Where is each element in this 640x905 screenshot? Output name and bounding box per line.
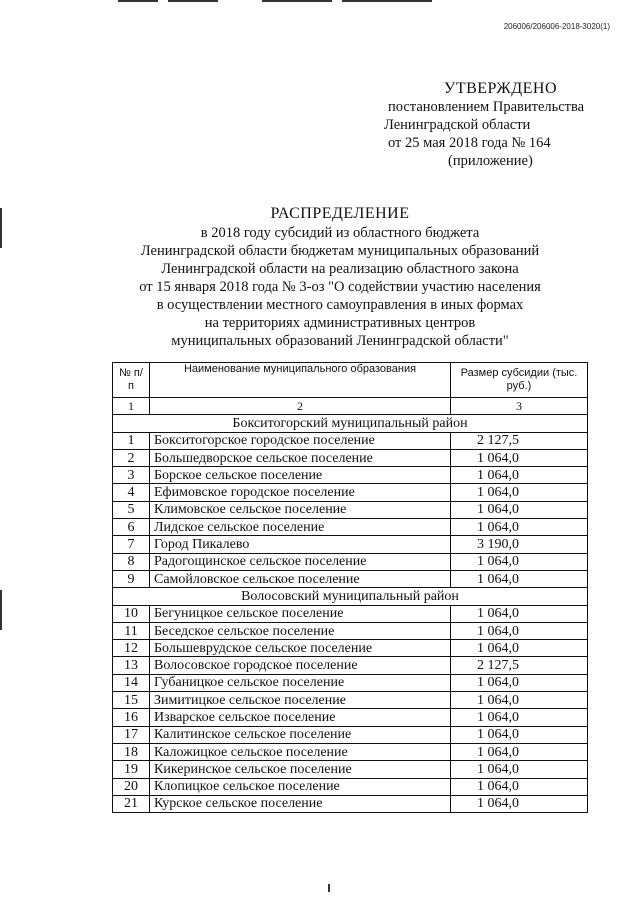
table-row xyxy=(113,761,588,778)
row-name: Радогощинское сельское поселение xyxy=(150,553,451,570)
table-row xyxy=(113,570,588,587)
header-value: Размер субсидии (тыс. руб.) xyxy=(451,363,588,398)
row-number: 19 xyxy=(113,761,150,778)
row-name: Калитинское сельское поселение xyxy=(150,726,451,743)
table-row xyxy=(113,640,588,657)
table-row xyxy=(113,622,588,639)
district-row xyxy=(113,588,588,605)
row-number: 1 xyxy=(113,432,150,449)
row-number: 13 xyxy=(113,657,150,674)
table-row xyxy=(113,692,588,709)
district-name: Бокситогорский муниципальный район xyxy=(113,415,588,432)
table-row xyxy=(113,553,588,570)
row-name: Большеврудское сельское поселение xyxy=(150,640,451,657)
table-row xyxy=(113,795,588,812)
row-name: Курское сельское поселение xyxy=(150,795,451,812)
row-value: 1 064,0 xyxy=(451,484,588,501)
row-number: 21 xyxy=(113,795,150,812)
column-number: 3 xyxy=(451,398,588,415)
row-number: 11 xyxy=(113,622,150,639)
approval-title: УТВЕРЖДЕНО xyxy=(444,80,558,97)
table-row xyxy=(113,484,588,501)
title-line: на территориях административных центров xyxy=(204,315,476,331)
row-name: Лидское сельское поселение xyxy=(150,519,451,536)
table-row xyxy=(113,449,588,466)
table-row xyxy=(113,709,588,726)
table-row xyxy=(113,467,588,484)
document-title: РАСПРЕДЕЛЕНИЕ xyxy=(270,205,410,222)
row-number: 5 xyxy=(113,501,150,518)
column-number-row xyxy=(113,398,588,415)
row-value: 1 064,0 xyxy=(451,692,588,709)
row-value: 1 064,0 xyxy=(451,709,588,726)
row-number: 14 xyxy=(113,674,150,691)
table-row xyxy=(113,778,588,795)
row-value: 1 064,0 xyxy=(451,761,588,778)
district-row xyxy=(113,415,588,432)
scan-mark xyxy=(262,0,332,2)
row-value: 1 064,0 xyxy=(451,519,588,536)
row-number: 10 xyxy=(113,605,150,622)
row-value: 1 064,0 xyxy=(451,795,588,812)
subsidy-table xyxy=(112,362,588,813)
row-number: 12 xyxy=(113,640,150,657)
approval-block xyxy=(384,80,584,170)
column-number: 1 xyxy=(113,398,150,415)
table-row xyxy=(113,519,588,536)
row-name: Каложицкое сельское поселение xyxy=(150,743,451,760)
row-name: Кикеринское сельское поселение xyxy=(150,761,451,778)
row-value: 1 064,0 xyxy=(451,778,588,795)
table-header-row xyxy=(113,363,588,398)
row-value: 1 064,0 xyxy=(451,570,588,587)
row-value: 1 064,0 xyxy=(451,467,588,484)
table-row xyxy=(113,605,588,622)
document-id: 206006/206006-2018-3020(1) xyxy=(503,22,610,31)
table-body xyxy=(113,398,588,813)
row-name: Климовское сельское поселение xyxy=(150,501,451,518)
row-name: Город Пикалево xyxy=(150,536,451,553)
row-name: Бокситогорское городское поселение xyxy=(150,432,451,449)
row-name: Клопицкое сельское поселение xyxy=(150,778,451,795)
row-value: 1 064,0 xyxy=(451,743,588,760)
title-line: в осуществлении местного самоуправления в иных формах xyxy=(156,297,524,313)
row-name: Самойловское сельское поселение xyxy=(150,570,451,587)
row-name: Изварское сельское поселение xyxy=(150,709,451,726)
row-value: 1 064,0 xyxy=(451,449,588,466)
row-number: 6 xyxy=(113,519,150,536)
row-value: 1 064,0 xyxy=(451,622,588,639)
table-row xyxy=(113,726,588,743)
table-row xyxy=(113,674,588,691)
row-value: 3 190,0 xyxy=(451,536,588,553)
row-name: Зимитицкое сельское поселение xyxy=(150,692,451,709)
row-number: 9 xyxy=(113,570,150,587)
scan-mark xyxy=(0,208,2,248)
scan-mark xyxy=(118,0,158,2)
row-number: 3 xyxy=(113,467,150,484)
row-value: 2 127,5 xyxy=(451,432,588,449)
row-name: Бегуницкое сельское поселение xyxy=(150,605,451,622)
row-value: 1 064,0 xyxy=(451,726,588,743)
row-number: 16 xyxy=(113,709,150,726)
row-name: Борское сельское поселение xyxy=(150,467,451,484)
row-value: 1 064,0 xyxy=(451,605,588,622)
table-row xyxy=(113,743,588,760)
header-num: № п/п xyxy=(113,363,150,398)
row-name: Волосовское городское поселение xyxy=(150,657,451,674)
row-name: Ефимовское городское поселение xyxy=(150,484,451,501)
header-name: Наименование муниципального образования xyxy=(150,363,451,398)
row-number: 4 xyxy=(113,484,150,501)
scan-mark xyxy=(342,0,432,2)
row-number: 20 xyxy=(113,778,150,795)
district-name: Волосовский муниципальный район xyxy=(113,588,588,605)
document-title-block xyxy=(110,205,570,350)
row-number: 7 xyxy=(113,536,150,553)
scan-mark xyxy=(328,884,330,892)
row-number: 8 xyxy=(113,553,150,570)
approval-line: от 25 мая 2018 года № 164 xyxy=(388,135,551,151)
table-row xyxy=(113,536,588,553)
row-number: 18 xyxy=(113,743,150,760)
title-line: в 2018 году субсидий из областного бюджета xyxy=(200,225,480,241)
row-number: 15 xyxy=(113,692,150,709)
approval-line: (приложение) xyxy=(448,153,533,169)
approval-line: Ленинградской области xyxy=(384,117,531,133)
row-name: Беседское сельское поселение xyxy=(150,622,451,639)
approval-line: постановлением Правительства xyxy=(388,99,585,115)
row-number: 2 xyxy=(113,449,150,466)
scan-mark xyxy=(168,0,218,2)
row-value: 1 064,0 xyxy=(451,640,588,657)
column-number: 2 xyxy=(150,398,451,415)
row-name: Большедворское сельское поселение xyxy=(150,449,451,466)
table-row xyxy=(113,432,588,449)
row-value: 1 064,0 xyxy=(451,553,588,570)
row-name: Губаницкое сельское поселение xyxy=(150,674,451,691)
title-line: муниципальных образований Ленинградской области" xyxy=(171,333,509,349)
table-row xyxy=(113,657,588,674)
row-value: 2 127,5 xyxy=(451,657,588,674)
scan-mark xyxy=(0,590,2,630)
row-value: 1 064,0 xyxy=(451,674,588,691)
row-number: 17 xyxy=(113,726,150,743)
title-line: Ленинградской области бюджетам муниципальных образований xyxy=(140,243,540,259)
table-row xyxy=(113,501,588,518)
title-line: Ленинградской области на реализацию областного закона xyxy=(161,261,519,277)
row-value: 1 064,0 xyxy=(451,501,588,518)
title-line: от 15 января 2018 года № 3-оз "О содействии участию населения xyxy=(139,279,541,295)
